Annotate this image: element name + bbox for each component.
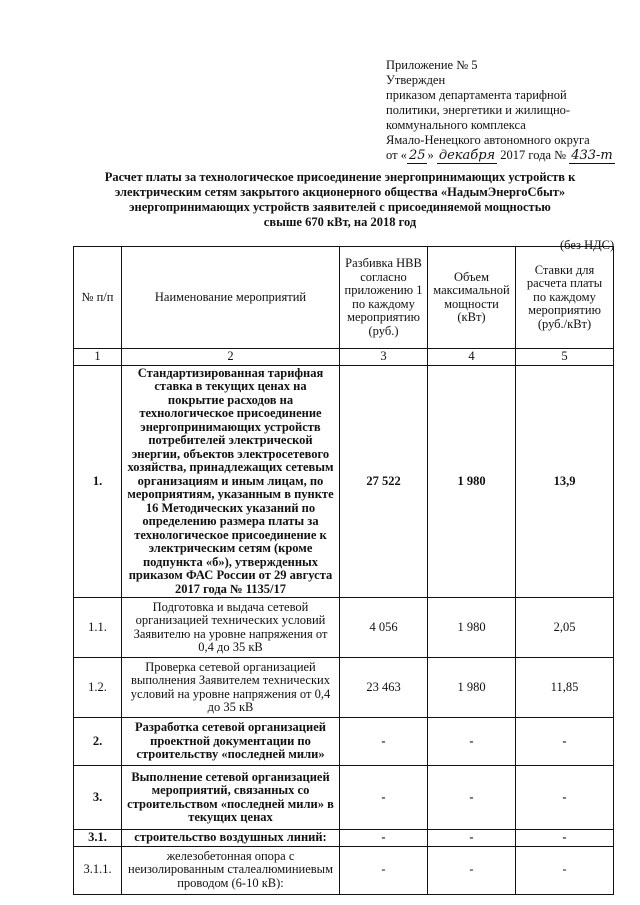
vat-note: (без НДС) [560,238,615,252]
title-line-2: электрическим сетям закрытого акционерного общества «НадымЭнергоСбыт» [114,185,566,199]
column-number: 5 [516,349,614,366]
row-name: строительство воздушных линий: [122,830,340,847]
handwritten-day: 25 [408,148,426,163]
row-rate: - [516,846,614,894]
appendix-number: Приложение № 5 [386,58,478,72]
approval-line-2: политики, энергетики и жилищно- [386,103,571,117]
row-rate: - [516,766,614,830]
column-number-row [74,349,614,366]
table-row [74,846,614,894]
table-row [74,365,614,598]
approval-line-4: Ямало-Ненецкого автономного округа [386,133,590,147]
row-rate: 13,9 [516,365,614,598]
row-nvv: 4 056 [340,598,428,658]
row-name: Разработка сетевой организацией проектной документации по строительству «последней мили» [122,718,340,766]
approval-block [386,58,626,163]
header-cell: № п/п [74,247,122,349]
row-nvv: 23 463 [340,658,428,718]
column-number: 2 [122,349,340,366]
row-number: 2. [74,718,122,766]
column-number: 3 [340,349,428,366]
handwritten-order-number: 433-т [571,148,613,163]
row-rate: 11,85 [516,658,614,718]
table-row [74,658,614,718]
row-power: - [428,766,516,830]
row-name: Выполнение сетевой организацией мероприятий, связанных со строительством «последней мили» в текущих ценах [122,766,340,830]
title-line-1: Расчет платы за технологическое присоединение энергопринимающих устройств к [104,170,576,184]
year-text: 2017 года № [500,148,567,162]
table-row [74,830,614,847]
row-nvv: - [340,766,428,830]
date-prefix: от « [386,148,407,162]
handwritten-month: декабря [438,148,496,163]
row-number: 3. [74,766,122,830]
row-rate: - [516,718,614,766]
title-line-4: свыше 670 кВт, на 2018 год [263,215,417,229]
row-nvv: - [340,718,428,766]
row-name: Подготовка и выдача сетевой организацией технических условий Заявителю на уровне напряжения от 0,4 до 35 кВ [122,598,340,658]
row-number: 1. [74,365,122,598]
row-power: 1 980 [428,365,516,598]
row-rate: 2,05 [516,598,614,658]
approval-line-1: приказом департамента тарифной [386,88,567,102]
approval-line-3: коммунального комплекса [386,118,526,132]
header-cell: Наименование мероприятий [122,247,340,349]
document-title [80,170,600,230]
row-power: 1 980 [428,598,516,658]
row-nvv: - [340,830,428,847]
header-cell: Объем максимальной мощности (кВт) [428,247,516,349]
row-power: - [428,830,516,847]
row-rate: - [516,830,614,847]
row-name: железобетонная опора с неизолированным сталеалюминиевым проводом (6-10 кВ): [122,846,340,894]
row-number: 1.2. [74,658,122,718]
approved-label: Утвержден [386,73,446,87]
date-mid: » [427,148,434,162]
table-row [74,718,614,766]
row-number: 1.1. [74,598,122,658]
row-number: 3.1. [74,830,122,847]
approval-date [386,148,626,163]
row-number: 3.1.1. [74,846,122,894]
header-cell: Ставки для расчета платы по каждому мероприятию (руб./кВт) [516,247,614,349]
fee-calculation-table [73,246,614,895]
title-line-3: энергопринимающих устройств заявителей с присоединяемой мощностью [129,200,551,214]
table-row [74,766,614,830]
column-number: 1 [74,349,122,366]
header-cell: Разбивка НВВ согласно приложению 1 по каждому мероприятию (руб.) [340,247,428,349]
row-name: Стандартизированная тарифная ставка в текущих ценах на покрытие расходов на технологическое присоединение энергопринимающих устройств потребителей электрической энергии, объектов электросетевого хозяйства, принадлежащих сетевым организациям и иным лицам, по мероприятиям, указанным в пункте 16 Методических указаний по определению размера платы за технологическое присоединение к электрическим сетям (кроме подпункта «б»), утвержденных приказом ФАС России от 29 августа 2017 года № 1135/17 [122,365,340,598]
row-power: - [428,718,516,766]
column-number: 4 [428,349,516,366]
row-nvv: 27 522 [340,365,428,598]
row-name: Проверка сетевой организацией выполнения Заявителем технических условий на уровне напряжения от 0,4 до 35 кВ [122,658,340,718]
row-power: 1 980 [428,658,516,718]
table-row [74,598,614,658]
row-nvv: - [340,846,428,894]
header-row [74,247,614,349]
row-power: - [428,846,516,894]
